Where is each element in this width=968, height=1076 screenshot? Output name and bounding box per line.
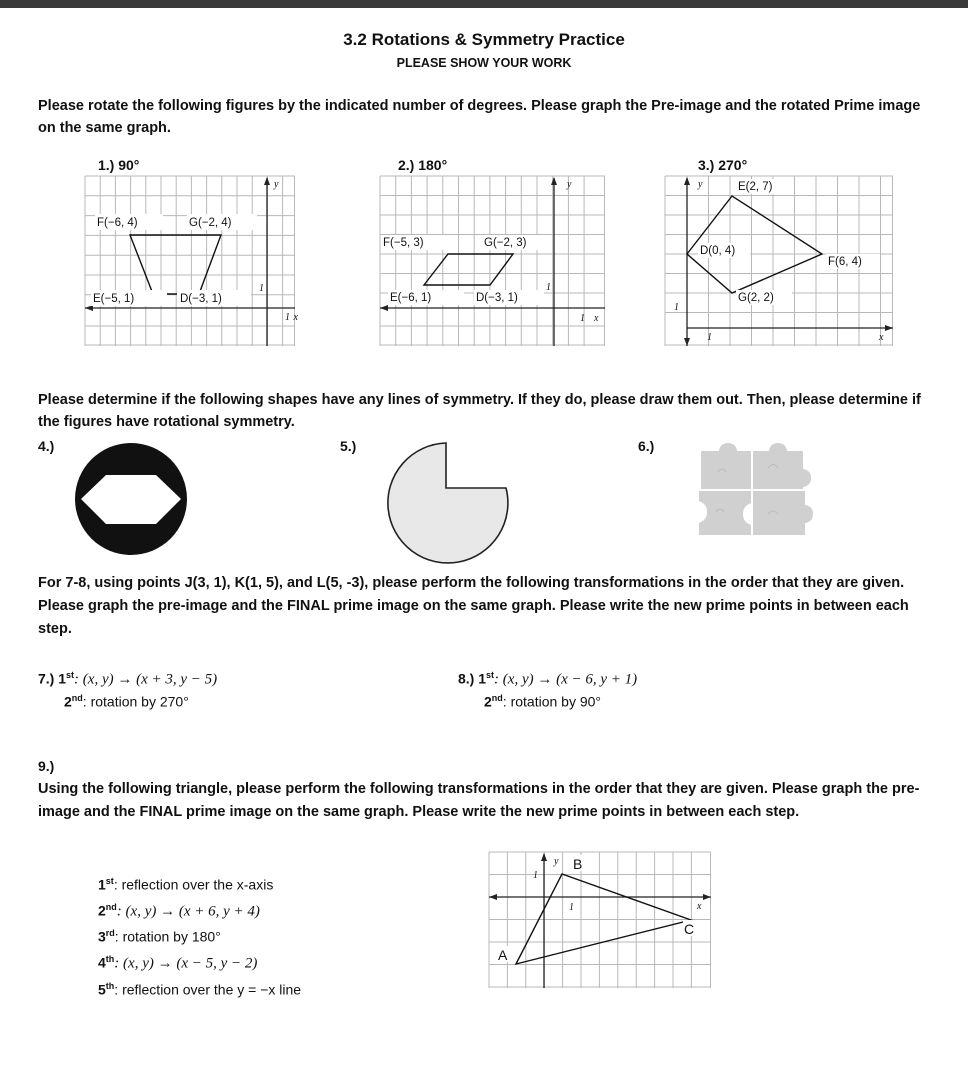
problem-7-step-1-rule: : (x, y) → (x + 3, y − 5) (74, 671, 218, 688)
graph-9[interactable] (489, 852, 711, 988)
graph-2-gridlines (380, 176, 605, 346)
problem-7-step-2-rule: : rotation by 270° (82, 693, 189, 710)
graph-3-point-g: G(2, 2) (738, 292, 774, 304)
graph-2-point-f: F(−5, 3) (383, 237, 424, 249)
graph-9-point-b: B (573, 856, 583, 872)
graph-2-y-label: y (567, 179, 572, 190)
problem-7-step-2-ordinal: 2 (64, 693, 72, 710)
graph-2-point-g: G(−2, 3) (484, 237, 527, 249)
graph-1-point-g: G(−2, 4) (189, 217, 232, 229)
problem-8-step-1-ordinal: 1 (478, 670, 487, 687)
graph-9-tick-y: 1 (533, 870, 538, 881)
rotation-instructions: Please rotate the following figures by the indicated number of degrees. Please graph the Pre-image and the rotated Prime image on the same graph. (38, 98, 921, 136)
graph-3-y-label: y (698, 179, 703, 190)
graph-2-tick-y: 1 (546, 282, 551, 293)
hexagon-in-circle-icon (70, 450, 196, 550)
step-1-rule: : reflection over the x-axis (113, 876, 274, 893)
problem-9-step-1 (98, 870, 301, 896)
graph-3-x-label: x (879, 332, 884, 343)
step-2-suffix: nd (105, 901, 117, 912)
problem-9-step-3 (98, 922, 301, 948)
problem-7-step-2 (64, 687, 189, 713)
problem-8-label: 8.) (458, 670, 475, 687)
graph-9-point-c: C (684, 921, 695, 937)
problem-8-step-1-suffix: st (486, 670, 495, 680)
problem-1-label: 1.) 90° (98, 157, 140, 173)
symmetry-instructions: Please determine if the following shapes have any lines of symmetry. If they do, please draw them out. Then, please determine if the figures have rotational symmetry. (38, 392, 921, 430)
graph-1-point-f: F(−6, 4) (97, 217, 138, 229)
graph-1-tick-x: 1 (285, 312, 290, 323)
problem-4-label: 4.) (38, 438, 55, 454)
problem-3-label: 3.) 270° (698, 157, 748, 173)
graph-9-x-arrow-icon (703, 894, 711, 900)
step-1-suffix: st (105, 876, 114, 886)
graph-9-point-a: A (498, 947, 508, 963)
graph-3-tick-x: 1 (707, 332, 712, 343)
problem-6-label: 6.) (638, 438, 655, 454)
step-4-rule: : (x, y) → (x − 5, y − 2) (114, 955, 258, 972)
graph-3-x-arrow-icon (885, 325, 893, 331)
graph-9-y-arrow-icon (541, 853, 547, 861)
problem-8-step-2-ordinal: 2 (484, 693, 492, 710)
graph-2-point-d: D(−3, 1) (476, 292, 518, 304)
page-title: 3.2 Rotations & Symmetry Practice (343, 30, 625, 49)
graph-2-parallelogram (424, 254, 513, 285)
step-4-suffix: th (105, 953, 115, 964)
graph-2-point-e: E(−6, 1) (390, 292, 432, 304)
problem-2-label: 2.) 180° (398, 157, 448, 173)
problem-9-step-2 (98, 896, 301, 923)
step-3-rule: : rotation by 180° (114, 928, 221, 945)
problem-8-step-2-suffix: nd (491, 693, 503, 703)
step-5-rule: : reflection over the y = −x line (114, 981, 302, 998)
graph-2-tick-x: 1 (580, 313, 585, 324)
step-2-ordinal: 2 (98, 902, 106, 919)
graph-1-tick-y: 1 (259, 283, 264, 294)
problem-9-label: 9.) (38, 758, 55, 774)
graph-9-gridlines (489, 852, 711, 988)
three-quarter-circle-icon (378, 440, 518, 550)
top-bar (0, 0, 968, 8)
graph-2[interactable] (380, 176, 605, 346)
graph-1-x-label: x (293, 312, 298, 323)
graph-3-y-arrow-icon (684, 177, 690, 185)
problem-7-step-1-ordinal: 1 (58, 670, 67, 687)
graph-3-point-d: D(0, 4) (700, 245, 736, 257)
problem-9-step-5 (98, 975, 301, 1001)
graph-1-trapezoid (130, 235, 221, 294)
problem-8-step-2-rule: : rotation by 90° (502, 693, 602, 710)
graph-3-tick-y: 1 (674, 302, 679, 313)
graph-2-x-arrow-icon (380, 305, 388, 311)
graph-1-point-d: D(−3, 1) (180, 293, 222, 305)
step-3-suffix: rd (105, 928, 115, 939)
graph-1-y-label: y (274, 179, 279, 190)
graph-2-y-arrow-icon (551, 177, 557, 185)
step-5-suffix: th (105, 980, 115, 991)
page-subtitle: PLEASE SHOW YOUR WORK (396, 56, 572, 70)
puzzle-pieces-icon (688, 442, 828, 552)
step-2-rule: : (x, y) → (x + 6, y + 4) (116, 903, 260, 920)
step-1-ordinal: 1 (98, 876, 106, 893)
graph-1-point-e: E(−5, 1) (93, 293, 135, 305)
problem-9-instructions: Using the following triangle, please perform the following transformations in the order that they are given. Please graph the pre-image and the FINAL prime image on the same graph. Please write the new prime points in between each step. (38, 781, 920, 820)
graph-9-x-label: x (697, 901, 702, 912)
graph-9-x-arrow-left-icon (489, 894, 497, 900)
graph-2-x-label: x (594, 313, 599, 324)
graph-1-y-arrow-icon (264, 177, 270, 185)
graph-9-y-label: y (554, 856, 559, 867)
step-5-ordinal: 5 (98, 981, 106, 998)
graph-3-point-e: E(2, 7) (738, 181, 773, 193)
graph-3[interactable] (665, 176, 893, 346)
problem-8-step-2 (484, 687, 601, 713)
problem-9-steps (98, 870, 301, 1000)
problem-9-step-4 (98, 948, 301, 975)
graph-9-tick-x: 1 (569, 902, 574, 913)
step-3-ordinal: 3 (98, 928, 106, 945)
graph-1[interactable] (85, 176, 298, 346)
problem-8-step-1-rule: : (x, y) → (x − 6, y + 1) (494, 671, 638, 688)
step-4-ordinal: 4 (98, 954, 106, 971)
graph-3-point-f: F(6, 4) (828, 256, 862, 268)
problem-5-label: 5.) (340, 438, 357, 454)
transformations-instructions: For 7-8, using points J(3, 1), K(1, 5), and L(5, -3), please perform the following transformations in the order that they are given. Please graph the pre-image and the FINAL prime image on the same graph. Please write the new prime points in between each step. (38, 575, 909, 637)
problem-7-label: 7.) (38, 670, 55, 687)
problem-7-step-1-suffix: st (66, 670, 75, 680)
problem-7-step-2-suffix: nd (71, 693, 83, 703)
graph-1-gridlines (85, 176, 295, 346)
